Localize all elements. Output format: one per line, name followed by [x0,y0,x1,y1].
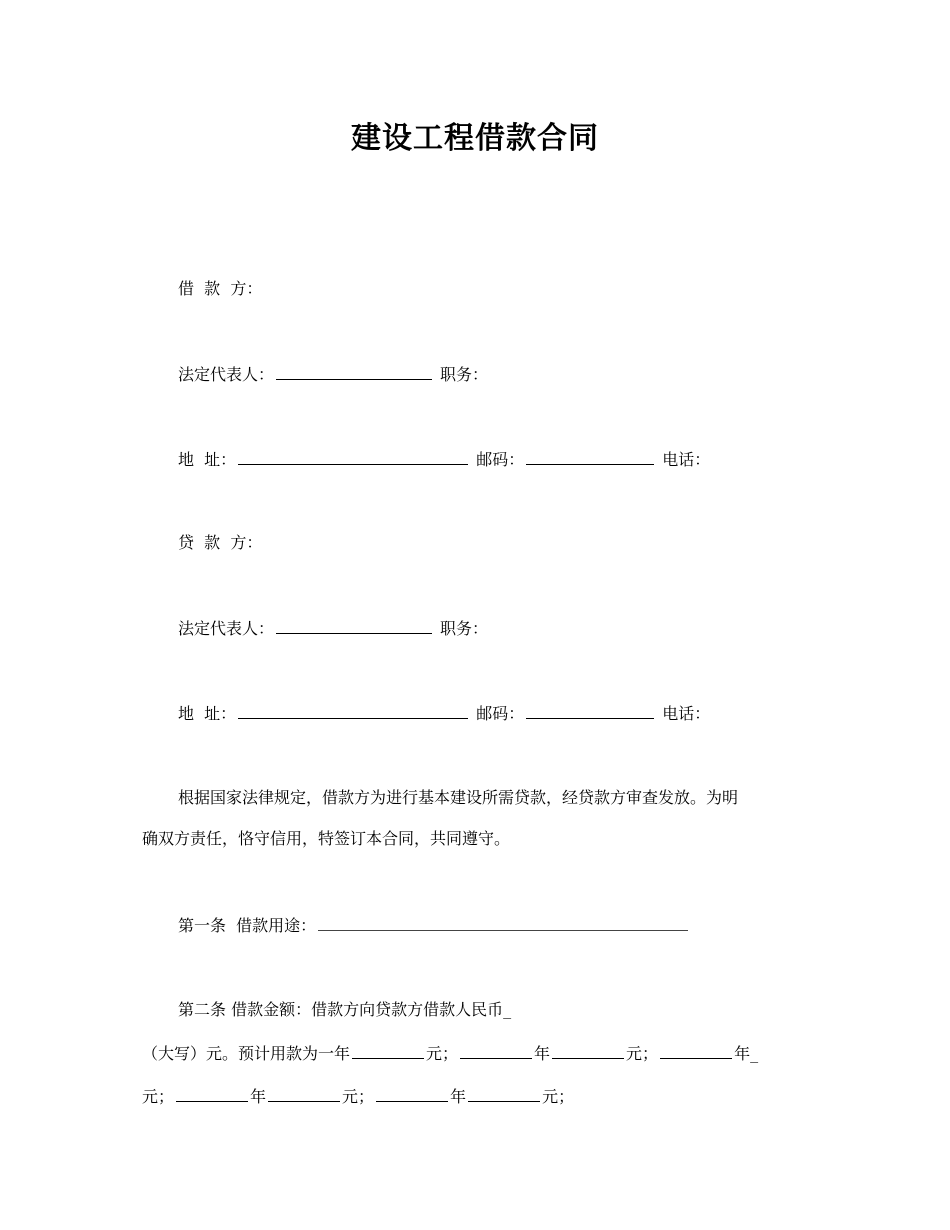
year4-amount-blank[interactable] [268,1086,340,1102]
lender-address-line [178,703,710,724]
capital-amount-label: （大写）元。预计用款为一年 [142,1044,351,1063]
article-2-line: 第二条 借款金额：借款方向贷款方借款人民币_ [178,1000,512,1019]
year5-amount-blank[interactable] [468,1086,540,1102]
article-2-schedule-line-2 [142,1086,574,1107]
year-label: 年 [450,1087,467,1106]
borrower-rep-line [178,364,488,385]
lender-party-label: 贷 款 方： [178,533,263,552]
year-label: 年 [534,1044,551,1063]
lender-postcode-blank[interactable] [526,703,654,719]
borrower-rep-label: 法定代表人： [178,365,275,384]
article-1-line [178,915,690,936]
year5-blank[interactable] [376,1086,448,1102]
yuan-label: 元； [426,1044,459,1063]
document-title: 建设工程借款合同 [351,121,599,156]
preamble-line-1: 根据国家法律规定，借款方为进行基本建设所需贷款，经贷款方审查发放。为明 [178,788,739,807]
lender-address-blank[interactable] [238,703,468,719]
lender-address-label: 地 址： [178,704,237,723]
year2-amount-blank[interactable] [552,1043,624,1059]
borrower-party-line [178,279,262,299]
yuan-label: 元； [342,1087,375,1106]
lender-rep-line [178,618,488,639]
borrower-party-label: 借 款 方： [178,279,263,298]
year2-blank[interactable] [460,1043,532,1059]
lender-position-label: 职务： [440,619,489,638]
yuan-label: 元； [542,1087,575,1106]
year-label: 年_ [734,1044,759,1063]
loan-purpose-blank[interactable] [318,915,688,931]
year1-amount-blank[interactable] [352,1043,424,1059]
lender-postcode-label: 邮码： [476,704,525,723]
lender-party-line [178,533,262,553]
article-2-schedule-line-1 [142,1043,758,1064]
preamble-line-2: 确双方责任，恪守信用，特签订本合同，共同遵守。 [142,829,511,848]
yuan-label: 元； [142,1087,175,1106]
lender-rep-label: 法定代表人： [178,619,275,638]
year4-blank[interactable] [176,1086,248,1102]
borrower-position-label: 职务： [440,365,489,384]
borrower-postcode-label: 邮码： [476,450,525,469]
lender-rep-blank[interactable] [276,618,432,634]
year-label: 年 [250,1087,267,1106]
borrower-address-blank[interactable] [238,449,468,465]
yuan-label: 元； [626,1044,659,1063]
year3-blank[interactable] [660,1043,732,1059]
lender-phone-label: 电话： [662,704,711,723]
borrower-address-line [178,449,710,470]
borrower-rep-blank[interactable] [276,364,432,380]
article-1-label: 第一条 借款用途： [178,916,317,935]
borrower-phone-label: 电话： [662,450,711,469]
borrower-postcode-blank[interactable] [526,449,654,465]
borrower-address-label: 地 址： [178,450,237,469]
